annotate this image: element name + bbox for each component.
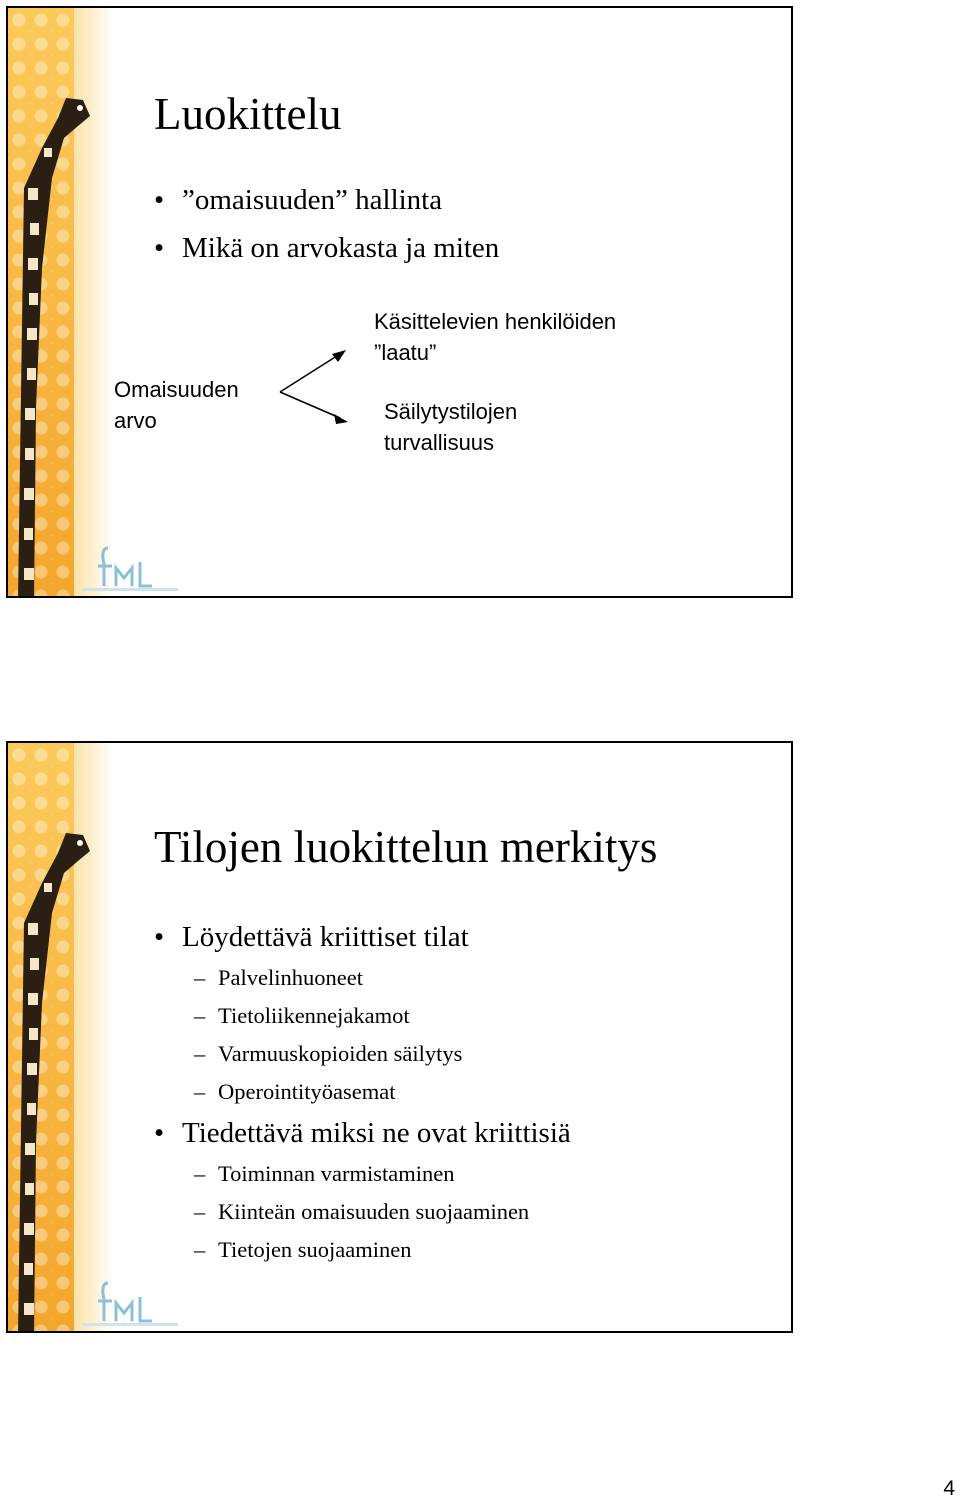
diagram-target-1: Käsittelevien henkilöiden ”laatu”	[374, 309, 617, 365]
diagram-target-2: Säilytystilojen turvallisuus	[384, 399, 518, 455]
slide-title: Tilojen luokittelun merkitys	[154, 822, 658, 872]
slide-title: Luokittelu	[154, 89, 342, 139]
fml-logo-icon	[78, 542, 182, 594]
page-number: 4	[943, 1477, 955, 1500]
slide-1: Luokittelu ”omaisuuden” hallinta Mikä on arvokasta ja miten Omaisuuden arvo Käsittelevien henkilöiden ”laatu” Säilytystilojen turvallisuus	[6, 6, 793, 598]
giraffe-illustration	[8, 743, 108, 1333]
diagram-source: Omaisuuden arvo	[114, 377, 239, 433]
giraffe-illustration	[8, 8, 108, 598]
slide-2: Tilojen luokittelun merkitys Löydettävä kriittiset tilat Palvelinhuoneet Tietoliikennejakamot Varmuuskopioiden säilytys Operointityöasemat Tiedettävä miksi ne ovat kriittisiä Toiminnan varmistaminen Kiinteän omaisuuden suojaaminen Tietojen suojaaminen	[6, 741, 793, 1333]
diagram-arrows	[276, 348, 356, 428]
fml-logo-icon	[78, 1277, 182, 1329]
